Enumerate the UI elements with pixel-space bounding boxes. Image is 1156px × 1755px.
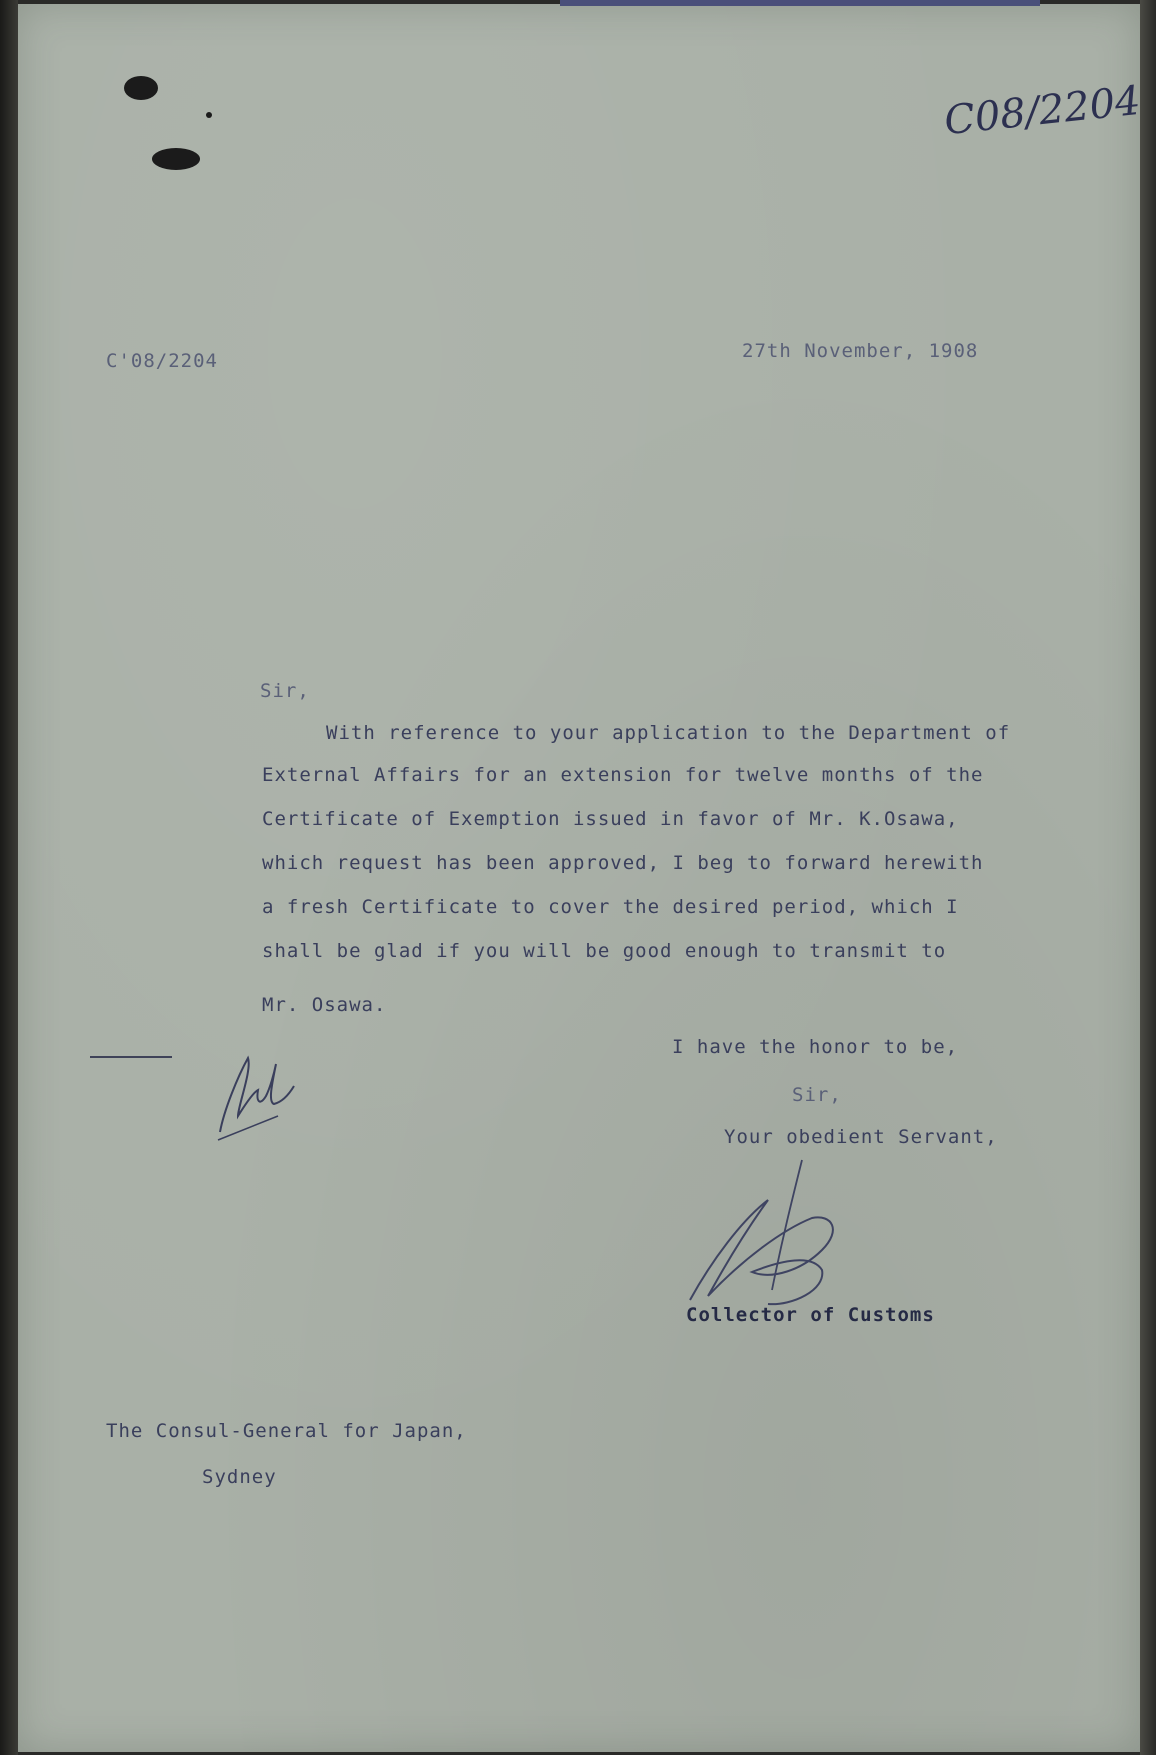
margin-initials-signature [208,1040,328,1150]
margin-rule [90,1056,172,1058]
document-sheet [18,4,1140,1752]
letter-date: 27th November, 1908 [742,340,979,362]
page-right-edge [1140,0,1156,1755]
collector-signature [672,1140,872,1330]
punch-hole-bottom [152,148,200,170]
page-left-edge [0,0,18,1755]
body-line: Certificate of Exemption issued in favor of Mr. K.Osawa, [262,808,959,830]
closing-line-3: Your obedient Servant, [724,1126,998,1148]
page-top-edge [560,0,1040,6]
body-line: External Affairs for an extension for twelve months of the [262,764,984,786]
closing-line-2: Sir, [792,1084,842,1106]
reference-number: C'08/2204 [106,350,218,372]
body-line: shall be glad if you will be good enough to transmit to [262,940,947,962]
salutation: Sir, [260,680,310,702]
closing-line-1: I have the honor to be, [672,1036,959,1058]
addressee-line-1: The Consul-General for Japan, [106,1420,467,1442]
handwritten-file-annotation: C08/2204 [942,77,1143,145]
punch-hole-top [124,76,158,100]
body-line: With reference to your application to the Department of [326,722,1011,744]
punch-hole-speck [206,112,212,118]
body-line: Mr. Osawa. [262,994,387,1016]
signatory-title: Collector of Customs [686,1304,935,1326]
addressee-line-2: Sydney [202,1466,277,1488]
body-line: a fresh Certificate to cover the desired period, which I [262,896,959,918]
body-line: which request has been approved, I beg to forward herewith [262,852,984,874]
